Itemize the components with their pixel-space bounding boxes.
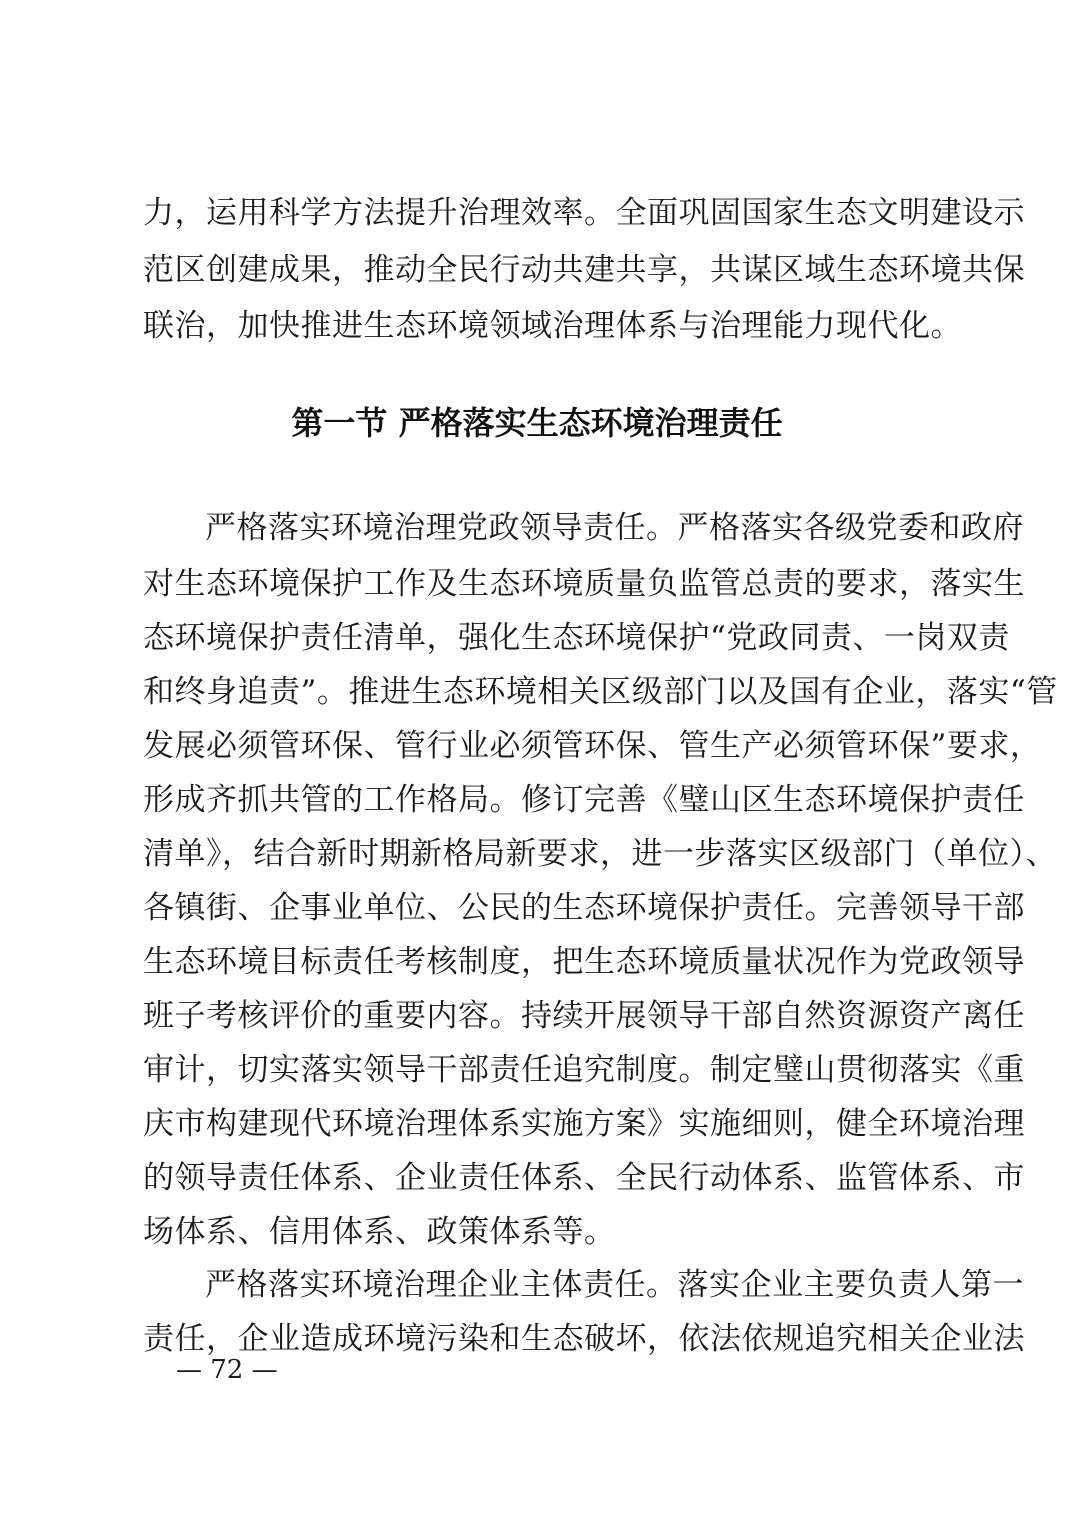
paragraph-line: 清单》，结合新时期新格局新要求，进一步落实区级部门（单位）、 — [143, 836, 1057, 872]
paragraph-line: 态环境保护责任清单，强化生态环境保护“党政同责、一岗双责 — [143, 620, 1010, 656]
paragraph-line: 对生态环境保护工作及生态环境质量负监管总责的要求，落实生 — [143, 566, 1025, 602]
paragraph-line: 严格落实环境治理企业主体责任。落实企业主要负责人第一 — [205, 1267, 1024, 1303]
intro-line: 联治，加快推进生态环境领域治理体系与治理能力现代化。 — [143, 308, 962, 344]
paragraph-line: 形成齐抓共管的工作格局。修订完善《璧山区生态环境保护责任 — [143, 782, 1025, 818]
paragraph-line: 各镇街、企事业单位、公民的生态环境保护责任。完善领导干部 — [143, 890, 1025, 926]
paragraph-line: 审计，切实落实领导干部责任追究制度。制定璧山贯彻落实《重 — [143, 1052, 1025, 1088]
paragraph-line: 发展必须管环保、管行业必须管环保、管生产必须管环保”要求， — [143, 728, 1042, 764]
paragraph-line: 的领导责任体系、企业责任体系、全民行动体系、监管体系、市 — [143, 1160, 1025, 1196]
paragraph-line: 严格落实环境治理党政领导责任。严格落实各级党委和政府 — [205, 510, 1024, 546]
paragraph-line: 和终身追责”。推进生态环境相关区级部门以及国有企业，落实“管 — [143, 674, 1058, 710]
section-heading: 第一节 严格落实生态环境治理责任 — [291, 404, 783, 442]
paragraph-line: 班子考核评价的重要内容。持续开展领导干部自然资源资产离任 — [143, 998, 1025, 1034]
page-number: — 72 — — [176, 1355, 278, 1385]
paragraph-line: 庆市构建现代环境治理体系实施方案》实施细则，健全环境治理 — [143, 1106, 1025, 1142]
paragraph-line: 责任，企业造成环境污染和生态破坏，依法依规追究相关企业法 — [143, 1321, 1025, 1357]
intro-line: 范区创建成果，推动全民行动共建共享，共谋区域生态环境共保 — [143, 252, 1025, 288]
intro-line: 力，运用科学方法提升治理效率。全面巩固国家生态文明建设示 — [143, 195, 1025, 231]
paragraph-line: 生态环境目标责任考核制度，把生态环境质量状况作为党政领导 — [143, 944, 1025, 980]
paragraph-line: 场体系、信用体系、政策体系等。 — [143, 1214, 616, 1250]
